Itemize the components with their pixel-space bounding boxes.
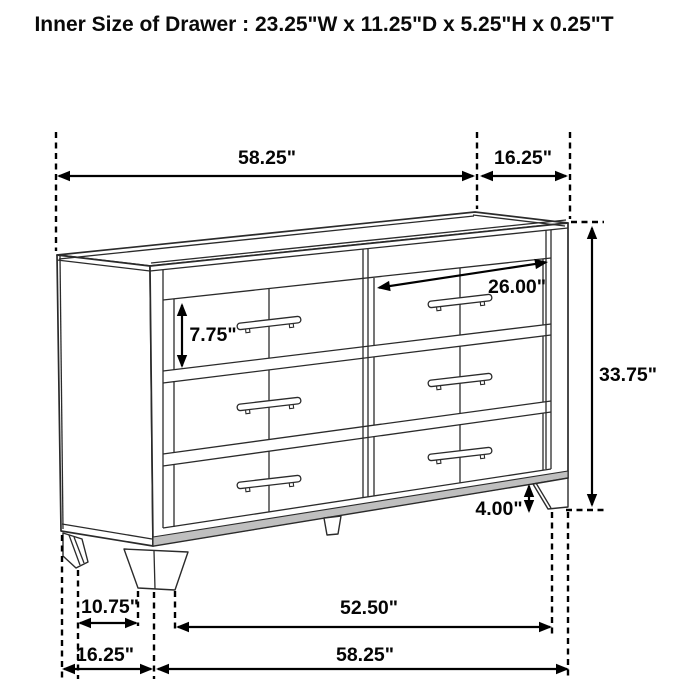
side-panel <box>57 255 153 546</box>
front-right-leg <box>533 478 568 509</box>
arrow-leg-spacing-front-head <box>176 622 189 632</box>
label-drawer-height: 7.75" <box>189 324 237 346</box>
label-top-depth: 16.25" <box>493 147 553 169</box>
arrow-top-width-head <box>57 171 70 181</box>
arrow-total-height-head <box>587 226 597 239</box>
label-total-height: 33.75" <box>598 364 658 386</box>
arrow-leg-spacing-side-head <box>125 618 138 628</box>
arrow-top-width-head <box>462 171 475 181</box>
label-drawer-width: 26.00" <box>487 276 547 298</box>
arrow-leg-spacing-front-head <box>539 622 552 632</box>
front-left-leg <box>124 549 188 590</box>
center-leg <box>324 516 341 535</box>
diagram-title: Inner Size of Drawer : 23.25"W x 11.25"D x 5.25"H x 0.25"T <box>34 13 614 36</box>
label-leg-height: 4.00" <box>475 498 523 520</box>
label-leg-spacing-side: 10.75" <box>80 596 140 618</box>
arrow-total-height-head <box>587 494 597 507</box>
label-bottom-depth: 16.25" <box>75 644 135 666</box>
arrow-top-depth-head <box>555 171 568 181</box>
label-leg-spacing-front: 52.50" <box>339 597 399 619</box>
arrow-bottom-depth-head <box>62 664 75 674</box>
arrow-leg-height-head <box>524 500 534 513</box>
arrow-bottom-depth-head <box>140 664 153 674</box>
arrow-top-depth-head <box>480 171 493 181</box>
arrow-bottom-width-head <box>156 664 169 674</box>
arrow-leg-spacing-side-head <box>78 618 91 628</box>
arrow-leg-height-head <box>524 484 534 497</box>
label-bottom-width: 58.25" <box>335 644 395 666</box>
label-top-width: 58.25" <box>237 147 297 169</box>
